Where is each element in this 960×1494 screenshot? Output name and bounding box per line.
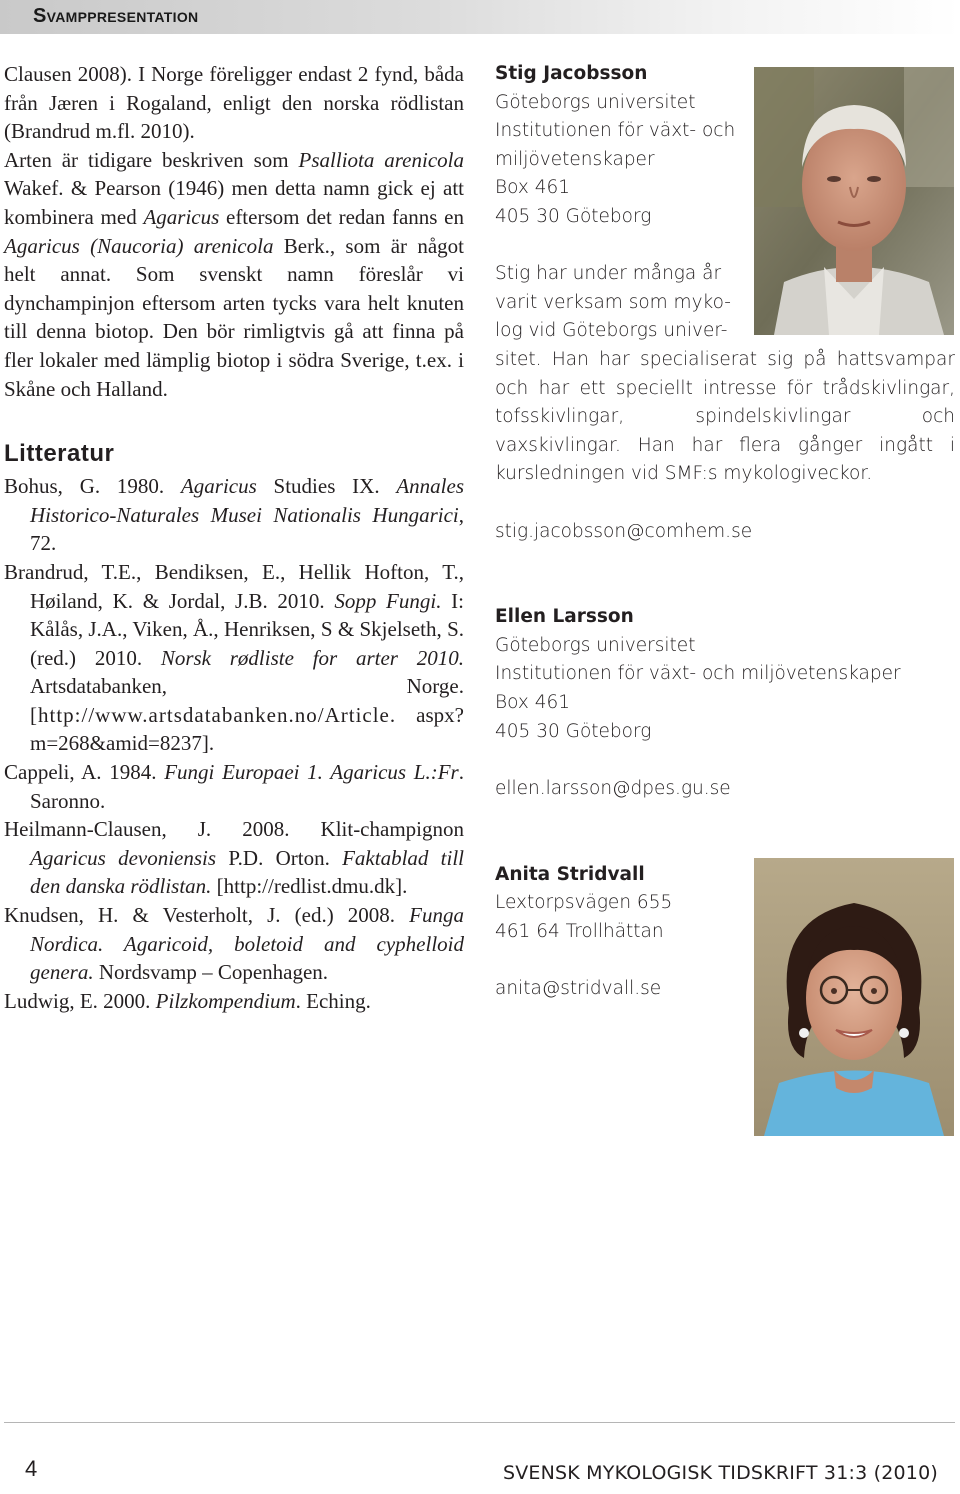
author-email: anita@stridvall.se xyxy=(495,978,662,999)
author-name: Ellen Larsson xyxy=(495,606,634,628)
paragraph-text: Berk., som är något helt annat. Som svenskt namn föreslår vi dynchampinjon eftersom arten tycks vara helt knuten till denna biotop. Den bör rimligtvis gå att finna på fler lokaler med lämplig biotop i södra Sverige, t.ex. i Skåne och Halland. xyxy=(4,233,464,401)
reference-text: aspx?m=268&amid=8237]. xyxy=(30,702,464,756)
author-department: miljövetenskaper xyxy=(495,148,655,170)
author-bio-line: Stig har under många år xyxy=(495,263,722,285)
reference-item xyxy=(4,758,464,815)
author-block-1 xyxy=(495,60,955,546)
author-box: Box 461 xyxy=(495,177,571,199)
page-number: 4 xyxy=(25,1456,38,1481)
reference-text: Norsk rødliste for arter 2010. xyxy=(160,645,464,670)
reference-text: Agaricus devoniensis xyxy=(30,845,217,870)
paragraph-text: Arten är tidigare beskriven som xyxy=(4,147,299,172)
reference-text: Nordsvamp – Copenhagen. xyxy=(93,960,329,985)
reference-text: Ludwig, E. 2000. xyxy=(4,988,156,1013)
journal-name: SVENSK MYKOLOGISK TIDSKRIFT 31:3 (2010) xyxy=(502,1462,938,1484)
author-email: ellen.larsson@dpes.gu.se xyxy=(495,777,731,799)
reference-text: Knudsen, H. & Vesterholt, J. (ed.) 2008. xyxy=(4,903,410,928)
reference-text: , 72. xyxy=(30,502,464,556)
reference-item xyxy=(4,558,464,758)
section-header-bar xyxy=(0,0,960,34)
author-affiliation: Göteborgs universitet xyxy=(495,91,696,113)
reference-text: . Eching. xyxy=(295,988,371,1013)
author-name: Stig Jacobsson xyxy=(495,63,648,84)
reference-text: Bohus, G. 1980. xyxy=(4,474,181,499)
reference-text: Brandrud, T.E., Bendiksen, E., Hellik Hofton, T., Høiland, K. & Jordal, J.B. 2010. xyxy=(4,559,464,613)
reference-list xyxy=(4,472,464,1015)
reference-text: Faktablad till den danska rödlistan. xyxy=(30,845,465,899)
paragraph-text: Wakef. & Pearson (1946) men detta namn gick ej att kombinera med xyxy=(4,176,464,229)
reference-text: Heilmann-Clausen, J. 2008. Klit-champignon xyxy=(4,817,464,842)
reference-text: . Saronno. xyxy=(30,760,464,813)
author-bio-line: varit verksam som myko- xyxy=(495,291,731,313)
reference-text: Fungi Europaei 1. Agaricus L.:Fr xyxy=(164,760,459,785)
author-postal: 405 30 Göteborg xyxy=(495,720,652,742)
reference-text: Annales Historico-Naturales Musei Nationalis Hungarici xyxy=(30,474,465,527)
reference-text: Sopp Fungi. xyxy=(334,588,442,613)
author-block-3 xyxy=(495,861,955,1004)
reference-url: [http://www.artsdatabanken.no/Article. xyxy=(30,702,397,727)
reference-text: Pilzkompendium xyxy=(155,988,296,1013)
author-department: Institutionen för växt- och miljövetenskaper xyxy=(495,663,901,685)
author-bio-line: log vid Göteborgs univer- xyxy=(495,320,728,342)
author-address: Lextorpsvägen 655 xyxy=(495,892,673,914)
paragraph-text: Clausen 2008). I Norge föreligger endast 2 fynd, båda från Jæren i Rogaland, enligt den norska rödlistan (Brandrud m.fl. 2010). xyxy=(4,62,464,144)
reference-item xyxy=(4,987,464,1016)
reference-text: [http://redlist.dmu.dk]. xyxy=(211,874,408,899)
left-column xyxy=(4,60,464,1015)
author-block-2 xyxy=(495,603,955,803)
author-bio: sitet. Han har specialiserat sig på hattsvampar och har ett speciellt intresse för trådskivlingar, tofsskivlingar, spindelskivlingar och vaxskivlingar. Han har flera gånger ingått i kursledningen vid SMF:s mykologiveckor. xyxy=(495,348,955,485)
italic-taxon-text: Agaricus (Naucoria) arenicola xyxy=(4,233,274,258)
right-column-authors xyxy=(495,60,955,1004)
reference-item xyxy=(4,472,464,558)
paragraph-text: eftersom det redan fanns en xyxy=(219,204,464,229)
italic-taxon-text: Psalliota arenicola xyxy=(298,147,464,172)
reference-text: I: Kålås, J.A., Viken, Å., Henriksen, S & Skjelseth, S. (red.) 2010. xyxy=(30,588,465,670)
author-postal: 405 30 Göteborg xyxy=(495,205,652,227)
reference-text: Studies IX. xyxy=(256,474,397,499)
references-heading: Litteratur xyxy=(4,440,115,468)
author-box: Box 461 xyxy=(495,692,571,714)
reference-text: Artsdatabanken, Norge. xyxy=(30,674,464,699)
reference-text: Agaricus xyxy=(180,474,257,499)
author-department: Institutionen för växt- och xyxy=(495,120,736,142)
author-email: stig.jacobsson@comhem.se xyxy=(495,520,753,542)
footer-divider xyxy=(4,1422,955,1423)
reference-text: Funga Nordica. Agaricoid, boletoid and cyphelloid genera. xyxy=(30,903,464,985)
section-title: Svamppresentation xyxy=(33,5,199,27)
reference-item xyxy=(4,815,464,901)
reference-text: P.D. Orton. xyxy=(216,845,343,870)
author-affiliation: Göteborgs universitet xyxy=(495,634,696,656)
italic-taxon-text: Agaricus xyxy=(143,204,220,229)
author-postal: 461 64 Trollhättan xyxy=(495,920,664,942)
article-paragraph xyxy=(4,60,464,403)
reference-item xyxy=(4,901,464,987)
reference-text: Cappeli, A. 1984. xyxy=(4,760,165,785)
author-name: Anita Stridvall xyxy=(495,863,645,885)
